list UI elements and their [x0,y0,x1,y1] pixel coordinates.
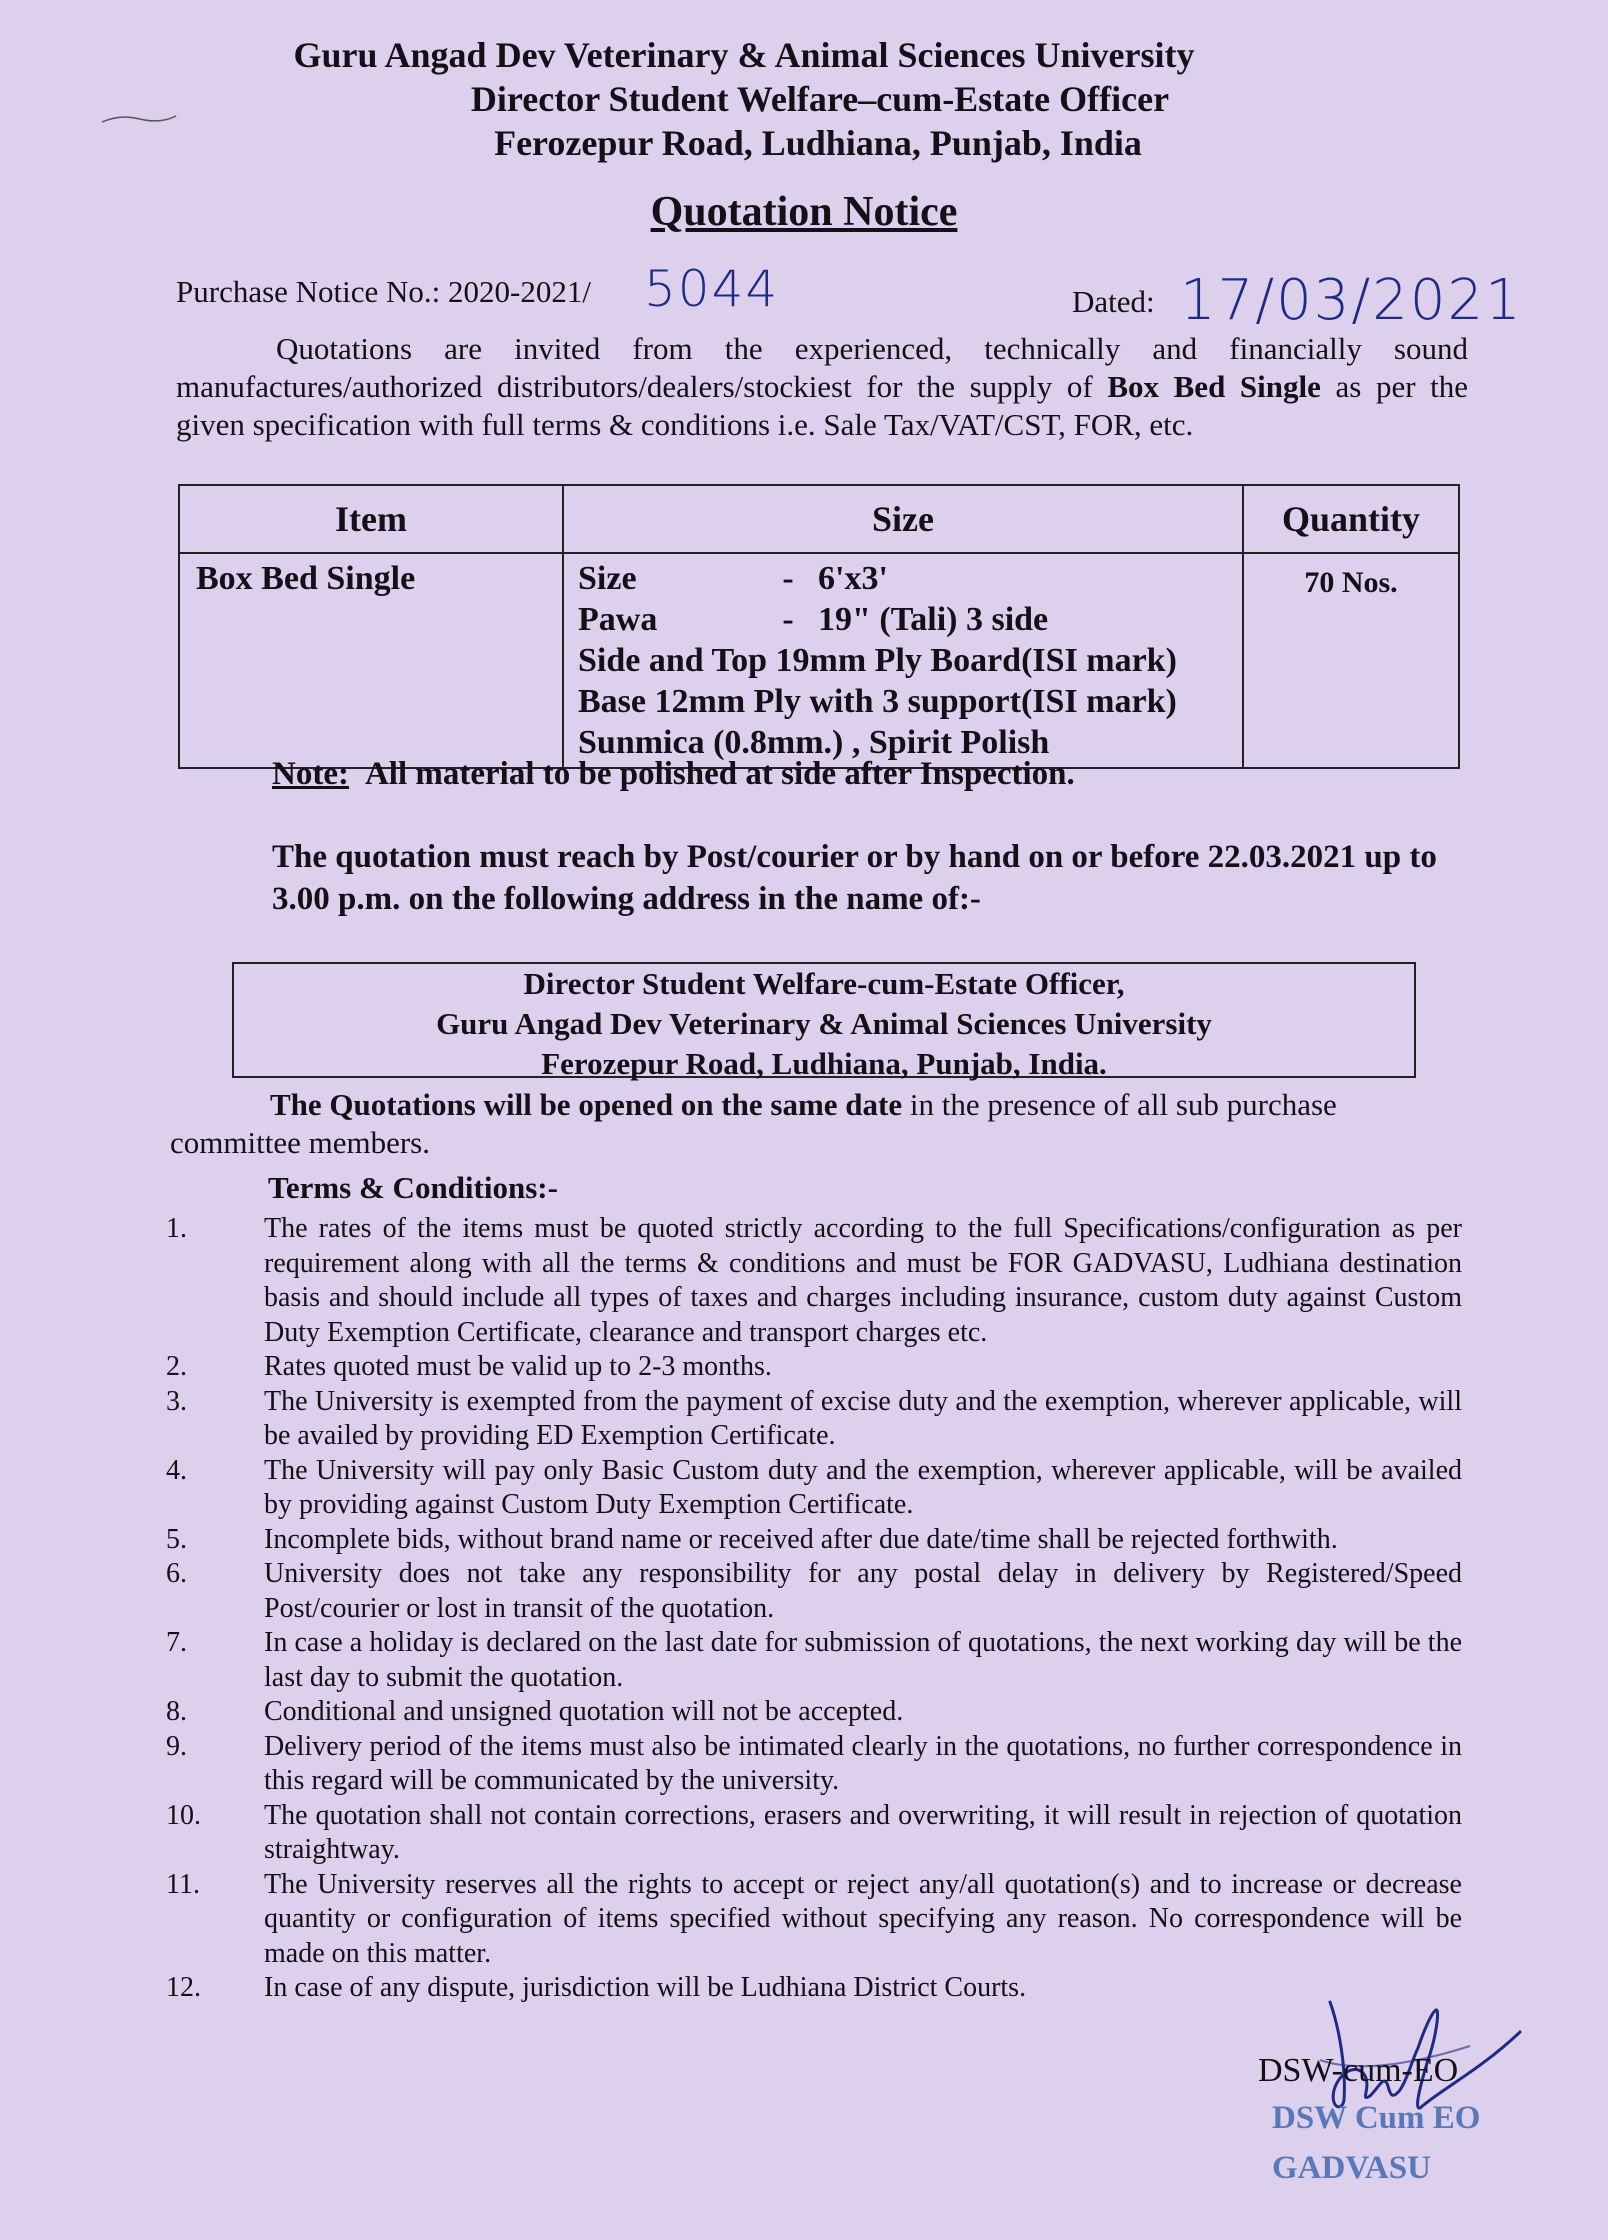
opening-paragraph [170,1086,1462,1162]
specification-table [178,484,1460,769]
handwritten-date: 17/03/2021 [1180,268,1523,333]
address-box [232,962,1416,1081]
opening-rest: in the presence of all sub purchase committee members. [170,1087,1337,1160]
list-item [166,1212,1462,1350]
term-text: The University will pay only Basic Custom duty and the exemption, wherever applicable, will be availed by providing against Custom Duty Exemption Certificate. [264,1454,1462,1520]
signatory-designation: DSW-cum-EO [1258,2052,1459,2089]
terms-list [166,1212,1462,2006]
page-title: Quotation Notice [650,189,958,235]
address-line: Guru Angad Dev Veterinary & Animal Sciences University [436,1006,1212,1041]
cell-quantity: 70 Nos. [1243,553,1459,768]
list-item [166,1523,1462,1558]
office-name: Director Student Welfare–cum-Estate Officer [470,79,1170,119]
list-item [166,1971,1462,2006]
stamp-line: GADVASU [1272,2150,1431,2186]
list-item [166,1557,1462,1626]
spec-dash: - [782,560,794,597]
header-item: Item [179,485,563,553]
spec-value: 19" (Tali) 3 side [818,601,1049,638]
term-number: 12. [166,1972,201,2003]
spec-line [578,599,1228,640]
term-number: 8. [166,1696,187,1727]
list-item [166,1626,1462,1695]
term-text: The quotation shall not contain corrections, erasers and overwriting, it will result in rejection of quotation straightway. [264,1799,1462,1865]
list-item [166,1799,1462,1868]
term-text: The rates of the items must be quoted strictly according to the full Specifications/configuration as per requirement along with all the terms & conditions and must be FOR GADVASU, Ludhiana destination basis and should include all types of taxes and charges including insurance, custom duty against Custom Duty Exemption Certificate, clearance and transport charges etc. [264,1213,1462,1348]
note [272,756,1075,793]
header-size: Size [563,485,1243,553]
note-label: Note: [272,756,349,792]
submission-deadline: The quotation must reach by Post/courier or by hand on or before 22.03.2021 up to 3.00 p.m. on the following address in the name of:- [272,839,1437,917]
term-text: Incomplete bids, without brand name or received after due date/time shall be rejected forthwith. [264,1523,1338,1555]
intro-post: as per the given specification with full terms & conditions i.e. Sale Tax/VAT/CST, FOR, etc. [176,369,1469,442]
spec-line: Base 12mm Ply with 3 support(ISI mark) [578,683,1177,720]
spec-line: Sunmica (0.8mm.) , Spirit Polish [578,724,1050,761]
list-item [166,1385,1462,1454]
term-text: University does not take any responsibility for any postal delay in delivery by Registered/Speed Post/courier or lost in transit of the quotation. [264,1558,1462,1624]
term-text: Conditional and unsigned quotation will not be accepted. [264,1696,904,1727]
term-text: The University is exempted from the payment of excise duty and the exemption, wherever applicable, will be availed by providing ED Exemption Certificate. [264,1385,1462,1451]
table-row [179,553,1459,768]
term-text: In case of any dispute, jurisdiction will be Ludhiana District Courts. [264,1972,1027,2003]
intro-item: Box Bed Single [1107,369,1321,404]
dated-label: Dated: [1072,284,1155,319]
intro-pre: Quotations are invited from the experienced, technically and financially sound manufactures/authorized distributors/dealers/stockiest for the supply of [176,331,1468,404]
term-number: 5. [166,1523,187,1555]
spec-key: Pawa [578,601,658,638]
intro-paragraph [176,330,1468,444]
opening-bold: The Quotations will be opened on the same date [270,1087,903,1122]
list-item [166,1454,1462,1523]
cell-item: Box Bed Single [179,553,563,768]
purchase-notice-label: Purchase Notice No.: 2020-2021/ [176,274,591,309]
term-text: Rates quoted must be valid up to 2-3 months. [264,1351,772,1382]
list-item [166,1350,1462,1385]
list-item [166,1868,1462,1972]
term-text: In case a holiday is declared on the last date for submission of quotations, the next working day will be the last day to submit the quotation. [264,1627,1462,1693]
handwritten-notice-number: 5044 [644,260,780,318]
term-text: The University reserves all the rights to accept or reject any/all quotation(s) and to increase or decrease quantity or configuration of items specified without specifying any reason. No correspondence will be made on this matter. [264,1868,1462,1969]
address-line: Ferozepur Road, Ludhiana, Punjab, India. [541,1046,1107,1081]
spec-value: 6'x3' [818,560,888,597]
term-number: 3. [166,1385,187,1417]
address-line: Director Student Welfare-cum-Estate Officer, [523,966,1125,1001]
term-number: 9. [166,1730,187,1762]
term-number: 11. [166,1868,200,1900]
term-number: 4. [166,1454,187,1486]
term-number: 2. [166,1351,187,1382]
note-text: All material to be polished at side after Inspection. [364,756,1075,792]
term-text: Delivery period of the items must also be intimated clearly in the quotations, no further correspondence in this regard will be communicated by the university. [264,1730,1462,1796]
spec-dash: - [782,601,794,638]
terms-heading: Terms & Conditions:- [268,1170,558,1205]
stamp-line: DSW Cum EO [1272,2100,1481,2136]
term-number: 10. [166,1799,201,1831]
office-address: Ferozepur Road, Ludhiana, Punjab, India [494,123,1142,163]
list-item [166,1730,1462,1799]
spec-key: Size [578,560,637,597]
term-number: 6. [166,1558,187,1589]
header-quantity: Quantity [1243,485,1459,553]
list-item [166,1695,1462,1730]
university-name: Guru Angad Dev Veterinary & Animal Sciences University [293,35,1195,75]
table-header-row [179,485,1459,553]
cell-spec [563,553,1243,768]
spec-line: Side and Top 19mm Ply Board(ISI mark) [578,642,1177,679]
term-number: 1. [166,1213,187,1244]
spec-line [578,558,1228,599]
term-number: 7. [166,1627,187,1658]
